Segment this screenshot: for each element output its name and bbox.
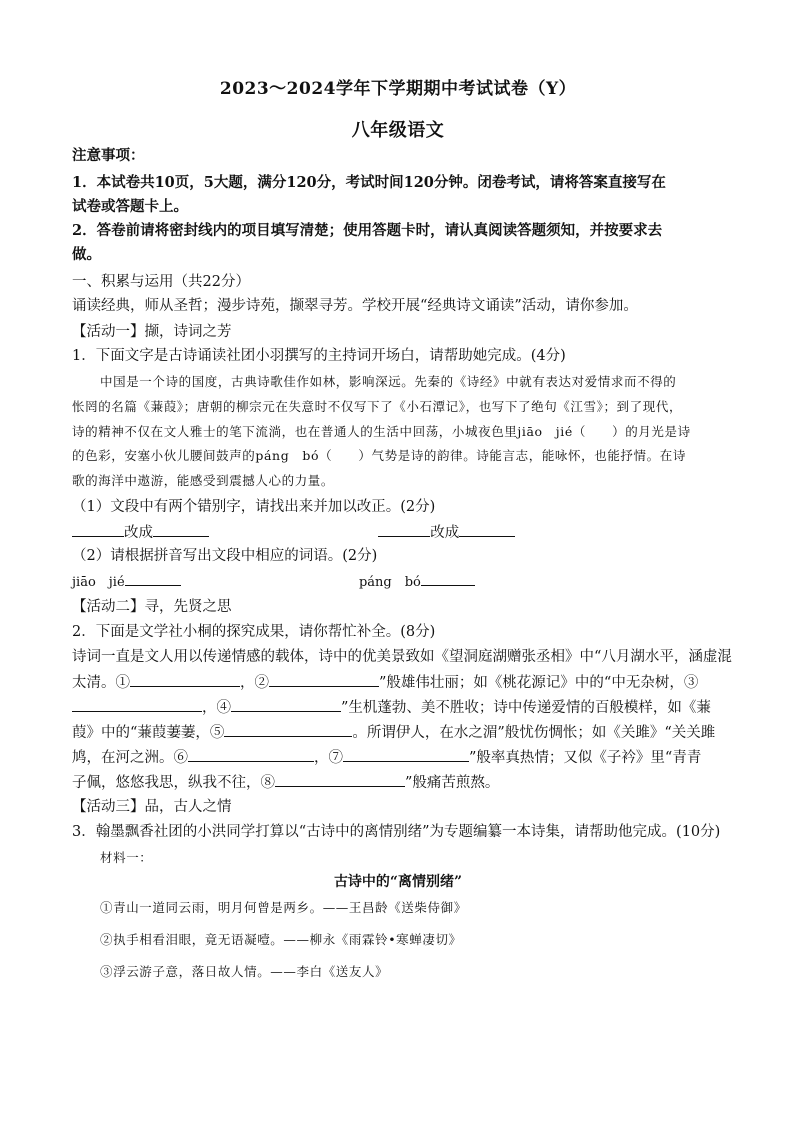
q2-l2-c: ”般雄伟壮丽；如《桃花源记》中的“中无杂树，③: [379, 675, 699, 691]
q2-text-line-4: [72, 722, 724, 743]
pinyin-row: [72, 571, 724, 593]
blank-7[interactable]: [343, 747, 469, 762]
passage-line-4: 的色彩，安塞小伙儿腰间鼓声的páng bó（ ）气势是诗的韵律。诗能言志，能咏怀，也能抒情。在诗: [72, 448, 686, 463]
gaicheng-label-2: 改成: [430, 525, 460, 541]
pinyin-answer-blank-1[interactable]: [125, 571, 181, 586]
blank-6[interactable]: [188, 747, 314, 762]
exam-title: 2023～2024学年下学期期中考试试卷（Y）: [219, 79, 577, 99]
q2-l3-a: ，④: [202, 700, 231, 716]
q2-l6-a: 子佩，悠悠我思，纵我不往，⑧: [72, 775, 275, 791]
material-1-label: 材料一：: [100, 850, 153, 865]
blank-3[interactable]: [72, 697, 202, 712]
q2-l6-b: ”般痛苦煎熬。: [405, 775, 500, 791]
q2-l4-b: 。所谓伊人，在水之湄”般忧伤惆怅；如《关雎》“关关雎: [352, 725, 716, 741]
passage-line-5: 歌的海洋中遨游，能感受到震撼人心的力量。: [72, 473, 335, 488]
wrong-char-blank-1[interactable]: [72, 522, 124, 537]
q2-text-line-5: [72, 747, 724, 768]
q2-l4-a: 葭》中的“蒹葭萋萋，⑤: [72, 725, 225, 741]
blank-5[interactable]: [224, 722, 352, 737]
section-1-heading: 一、积累与运用（共22分）: [72, 274, 250, 290]
activity-2-heading: 【活动二】寻，先贤之思: [72, 599, 232, 615]
exam-subtitle: 八年级语文: [351, 120, 445, 141]
blank-8[interactable]: [275, 772, 405, 787]
question-2: 2．下面是文学社小桐的探究成果，请你帮忙补全。(8分): [72, 624, 436, 640]
notice-item-2a: 2．答卷前请将密封线内的项目填写清楚；使用答题卡时，请认真阅读答题须知，并按要求去: [72, 222, 663, 239]
activity-1-heading: 【活动一】撷，诗词之芳: [72, 324, 232, 340]
notice-item-2b: 做。: [72, 246, 101, 263]
correct-char-blank-2[interactable]: [459, 522, 515, 537]
passage-line-3: 诗的精神不仅在文人雅士的笔下流淌，也在普通人的生活中回荡，小城夜色里jiāo jié（ ）的月光是诗: [72, 424, 691, 439]
passage-line-2: 怅罔的名篇《蒹葭》；唐朝的柳宗元在失意时不仅写下了《小石潭记》，也写下了绝句《江雪》；到了现代，: [72, 399, 683, 414]
correction-row: [72, 522, 724, 543]
poem-1: ①青山一道同云雨，明月何曾是两乡。——王昌龄《送柴侍御》: [100, 900, 467, 915]
material-1-title: 古诗中的“离情别绪”: [333, 874, 463, 890]
pinyin-label-1: jiāo jié: [72, 575, 125, 590]
question-1: 1．下面文字是古诗诵读社团小羽撰写的主持词开场白，请帮助她完成。(4分): [72, 348, 566, 364]
q2-l5-c: ”般率真热情；又似《子衿》里“青青: [469, 750, 702, 766]
blank-1[interactable]: [130, 672, 240, 687]
pinyin-label-2: páng bó: [358, 575, 421, 590]
gaicheng-label-1: 改成: [124, 525, 153, 541]
question-3: 3．翰墨飘香社团的小洪同学打算以“古诗中的离情别绪”为专题编纂一本诗集，请帮助他完成。(10分): [72, 824, 721, 840]
q2-text-line-6: [72, 772, 724, 793]
q2-l3-b: ”生机蓬勃、美不胜收；诗中传递爱情的百般模样，如《蒹: [341, 700, 711, 716]
correct-char-blank-1[interactable]: [153, 522, 209, 537]
question-1-1: （1）文段中有两个错别字，请找出来并加以改正。(2分): [72, 499, 436, 515]
q2-l5-a: 鸠，在河之洲。⑥: [72, 750, 188, 766]
q2-text-line-1: 诗词一直是文人用以传递情感的载体，诗中的优美景致如《望洞庭湖赠张丞相》中“八月湖水平，涵虚混: [72, 649, 732, 665]
poem-2: ②执手相看泪眼，竟无语凝噎。——柳永《雨霖铃•寒蝉凄切》: [100, 932, 462, 947]
notice-heading: 注意事项：: [72, 147, 145, 164]
section-1-intro: 诵读经典，师从圣哲；漫步诗苑，撷翠寻芳。学校开展“经典诗文诵读”活动，请你参加。: [72, 298, 638, 314]
q2-text-line-2: [72, 672, 724, 693]
wrong-char-blank-2[interactable]: [378, 522, 430, 537]
q2-text-line-3: [72, 697, 724, 718]
notice-item-1b: 试卷或答题卡上。: [72, 198, 188, 215]
q2-l2-a: 太清。①: [72, 675, 130, 691]
blank-2[interactable]: [269, 672, 379, 687]
notice-item-1a: 1．本试卷共10页，5大题，满分120分，考试时间120分钟。闭卷考试，请将答案直接写在: [72, 174, 666, 191]
poem-3: ③浮云游子意，落日故人情。——李白《送友人》: [100, 964, 389, 979]
pinyin-answer-blank-2[interactable]: [421, 571, 475, 586]
q2-l2-b: ，②: [240, 675, 269, 691]
q2-l5-b: ，⑦: [314, 750, 343, 766]
activity-3-heading: 【活动三】品，古人之情: [72, 799, 232, 815]
question-1-2: （2）请根据拼音写出文段中相应的词语。(2分): [72, 548, 378, 564]
blank-4[interactable]: [231, 697, 341, 712]
passage-line-1: 中国是一个诗的国度，古典诗歌佳作如林，影响深远。先秦的《诗经》中就有表达对爱情求而不得的: [100, 374, 677, 389]
